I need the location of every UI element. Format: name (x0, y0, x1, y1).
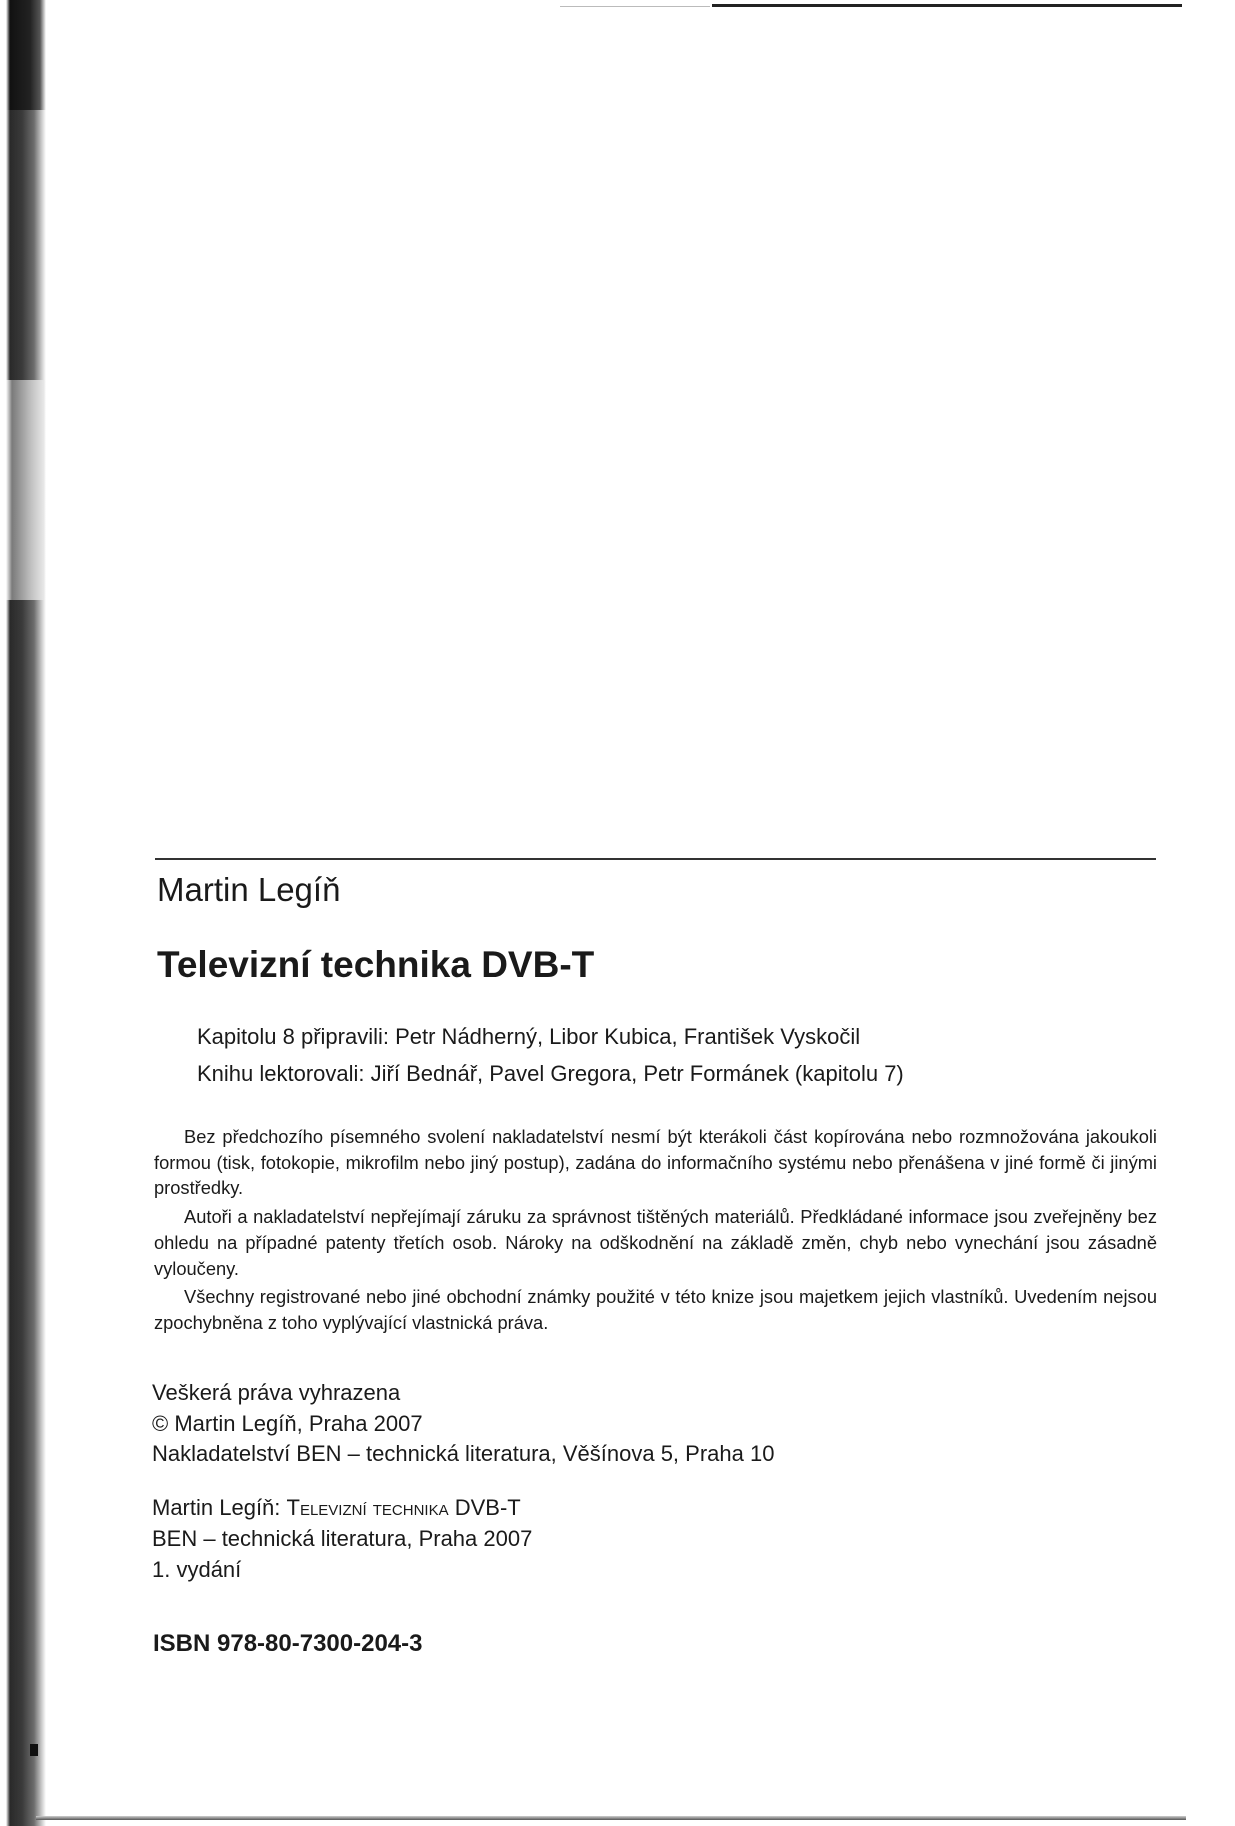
legal-paragraph-warranty: Autoři a nakladatelství nepřejímají záruku za správnost tištěných materiálů. Předkládané informace jsou zveřejněny bez ohledu na případné patenty třetích osob. Nároky na odškodnění na základě změn, chyb nebo vynechání jsou zásadně vyloučeny. (154, 1206, 1157, 1279)
top-edge-rule-thin (560, 6, 710, 7)
imprint-title-suffix: DVB-T (448, 1495, 521, 1520)
isbn: ISBN 978-80-7300-204-3 (153, 1630, 423, 1657)
legal-paragraph-copying: Bez předchozího písemného svolení nakladatelství nesmí být kterákoli část kopírována nebo rozmnožována jakoukoli formou (tisk, fotokopie, mikrofilm nebo jiný postup), zadána do informačního systému nebo přenášena v jiné formě či jinými prostředky. (154, 1126, 1157, 1199)
imprint-title: Televizní technika (286, 1495, 449, 1520)
imprint-author: Martin Legíň: (152, 1495, 287, 1520)
book-title: Televizní technika DVB-T (157, 944, 595, 985)
scan-edge-shadow (0, 0, 46, 1826)
copyright-line: © Martin Legíň, Praha 2007 (152, 1410, 423, 1436)
contributors-block (197, 1018, 904, 1092)
left-edge-mark (30, 1744, 38, 1756)
imprint-publisher: BEN – technická literatura, Praha 2007 (152, 1526, 533, 1551)
rights-reserved: Veškerá práva vyhrazena (152, 1380, 401, 1405)
top-edge-rule (712, 4, 1182, 7)
header-divider (155, 858, 1156, 860)
scan-edge-shadow-mid (0, 380, 46, 600)
imprint-block (152, 1492, 532, 1585)
legal-paragraph-trademarks: Všechny registrované nebo jiné obchodní známky použité v této knize jsou majetkem jejich vlastníků. Uvedením nejsou zpochybněna z toho vyplývající vlastnická práva. (154, 1286, 1157, 1333)
contributors-chapter8: Kapitolu 8 připravili: Petr Nádherný, Libor Kubica, František Vyskočil (197, 1024, 861, 1049)
imprint-title-line (152, 1492, 532, 1523)
legal-notice (154, 1124, 1157, 1339)
publisher-address: Nakladatelství BEN – technická literatura, Věšínova 5, Praha 10 (152, 1441, 775, 1466)
contributors-reviewers: Knihu lektorovali: Jiří Bednář, Pavel Gregora, Petr Formánek (kapitolu 7) (197, 1061, 904, 1086)
book-author: Martin Legíň (157, 871, 341, 908)
scan-edge-shadow-top (0, 0, 46, 110)
bottom-edge-rule (36, 1816, 1186, 1820)
imprint-edition: 1. vydání (152, 1557, 242, 1582)
rights-block (152, 1378, 774, 1470)
